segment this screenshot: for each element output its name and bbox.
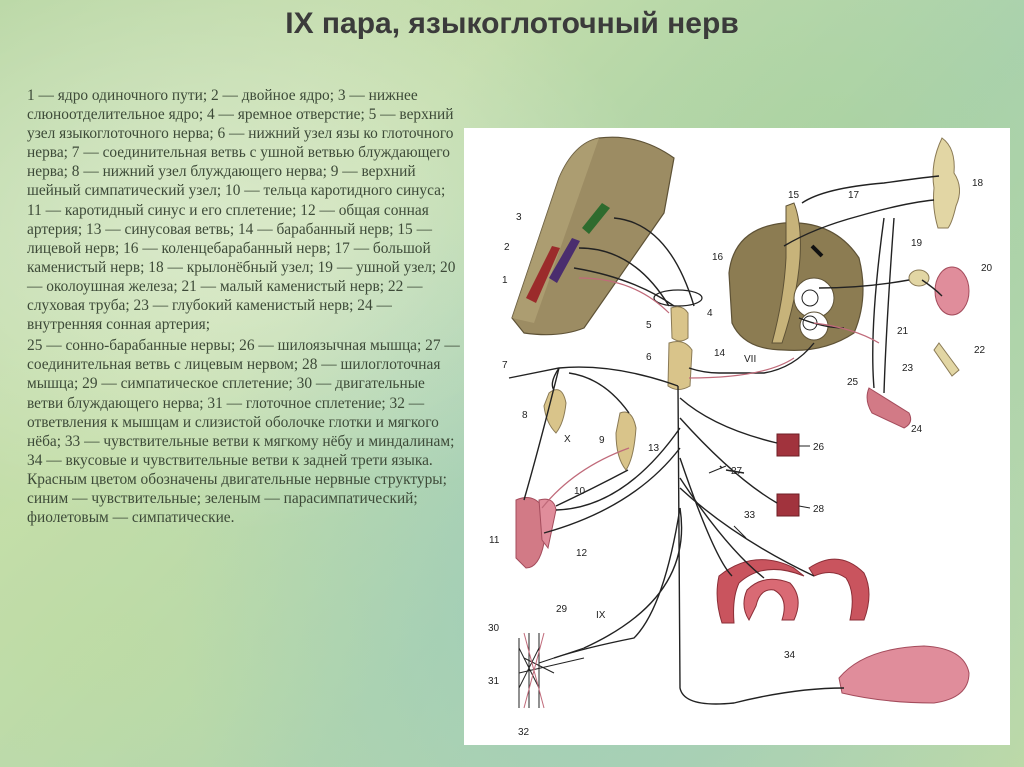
label-2: 2 <box>504 242 510 253</box>
label-34: 34 <box>784 650 796 661</box>
label-15: 15 <box>788 190 800 201</box>
label-roman-ix: IX <box>596 610 606 621</box>
parotid-gland <box>935 267 969 315</box>
pterygopalatine-ganglion <box>933 138 960 228</box>
superior-ganglion <box>671 307 688 341</box>
stylopharyngeus-muscle <box>777 494 799 516</box>
label-22: 22 <box>974 345 986 356</box>
slide-title <box>0 2 1024 46</box>
pharyngeal-plexus <box>519 633 584 708</box>
label-6: 6 <box>646 352 652 363</box>
label-9: 9 <box>599 435 605 446</box>
label-1: 1 <box>502 275 508 286</box>
label-8: 8 <box>522 410 528 421</box>
internal-carotid-artery <box>867 388 911 428</box>
auditory-tube <box>934 343 959 376</box>
label-5: 5 <box>646 320 652 331</box>
label-24: 24 <box>911 424 923 435</box>
tongue <box>839 646 969 703</box>
label-31: 31 <box>488 676 500 687</box>
label-14: 14 <box>714 348 726 359</box>
slide-title-roman: IX пара, <box>285 7 409 40</box>
legend-paragraph-1: 1 — ядро одиночного пути; 2 — двойное ядро; 3 — нижнее слюноотделительное ядро; 4 — яремное отверстие; 5 — верхний узел языкоглоточного нерва; 6 — нижний узел язы ко глоточного нерва; 7 — соединительная ветвь с ушной ветвью блуждающего нерва; 8 — нижний узел блуждающего нерва; 9 — верхний шейный симпатический узел; 10 — тельца каротидного синуса; 11 — каротидный синус и его сплетение; 12 — общая сонная артерия; 13 — синусовая ветвь; 14 — барабанный нерв; 15 — лицевой нерв; 16 — коленцебарабанный нерв; 17 — большой каменистый нерв; 18 — крылонёбный узел; 19 — ушной узел; 20 — околоушная железа; 21 — малый каменистый нерв; 22 — слуховая труба; 23 — глубокий каменистый нерв; 24 — внутренняя сонная артерия; <box>27 87 456 334</box>
brainstem <box>512 137 674 335</box>
legend-paragraph-2: 25 — сонно-барабанные нервы; 26 — шилоязычная мышца; 27 — соединительная ветвь с лицевым нервом; 28 — шилоглоточная мышца; 29 — симпатическое сплетение; 30 — двигательные ветви блуждающего нерва; 31 — глоточное сплетение; 32 — ответвления к мышцам и слизистой оболочке глотки и мягкого нёба; 33 — чувствительные ветви к мягкому нёбу и миндалинам; 34 — вкусовые и чувствительные ветви к задней трети языка. Красным цветом обозначены двигательные нервные структуры; синим — чувствительные; зеленым — парасимпатический; фиолетовым — симпатические. <box>27 337 460 527</box>
legend-text <box>27 86 460 529</box>
label-20: 20 <box>981 263 993 274</box>
styloglossus-muscle <box>777 434 799 456</box>
label-19: 19 <box>911 238 923 249</box>
label-29: 29 <box>556 604 568 615</box>
label-10: 10 <box>574 486 586 497</box>
label-18: 18 <box>972 178 984 189</box>
superior-cervical-ganglion <box>616 412 636 470</box>
label-25: 25 <box>847 377 859 388</box>
label-32: 32 <box>518 727 530 738</box>
label-roman-x: X <box>564 434 571 445</box>
carotid-sinus <box>516 498 556 568</box>
tonsil-right <box>809 559 869 620</box>
pharyngeal-plexus-sympathetic <box>524 633 544 708</box>
label-23: 23 <box>902 363 914 374</box>
label-7: 7 <box>502 360 508 371</box>
label-26: 26 <box>813 442 825 453</box>
label-17: 17 <box>848 190 860 201</box>
label-33: 33 <box>744 510 756 521</box>
glossopharyngeal-ganglia <box>654 290 702 390</box>
inferior-ganglion <box>668 342 692 390</box>
label-roman-vii: VII <box>744 354 757 365</box>
label-30: 30 <box>488 623 500 634</box>
glossopharyngeal-diagram <box>464 128 1010 745</box>
label-13: 13 <box>648 443 660 454</box>
label-11: 11 <box>489 535 500 546</box>
label-27: 27 <box>731 466 743 477</box>
label-12: 12 <box>576 548 588 559</box>
label-28: 28 <box>813 504 825 515</box>
label-3: 3 <box>516 212 522 223</box>
diagram-panel <box>464 128 1010 745</box>
label-4: 4 <box>707 308 713 319</box>
label-16: 16 <box>712 252 724 263</box>
soft-palate <box>744 579 798 620</box>
label-21: 21 <box>897 326 909 337</box>
slide-title-nerve: языкоглоточный нерв <box>408 7 739 40</box>
